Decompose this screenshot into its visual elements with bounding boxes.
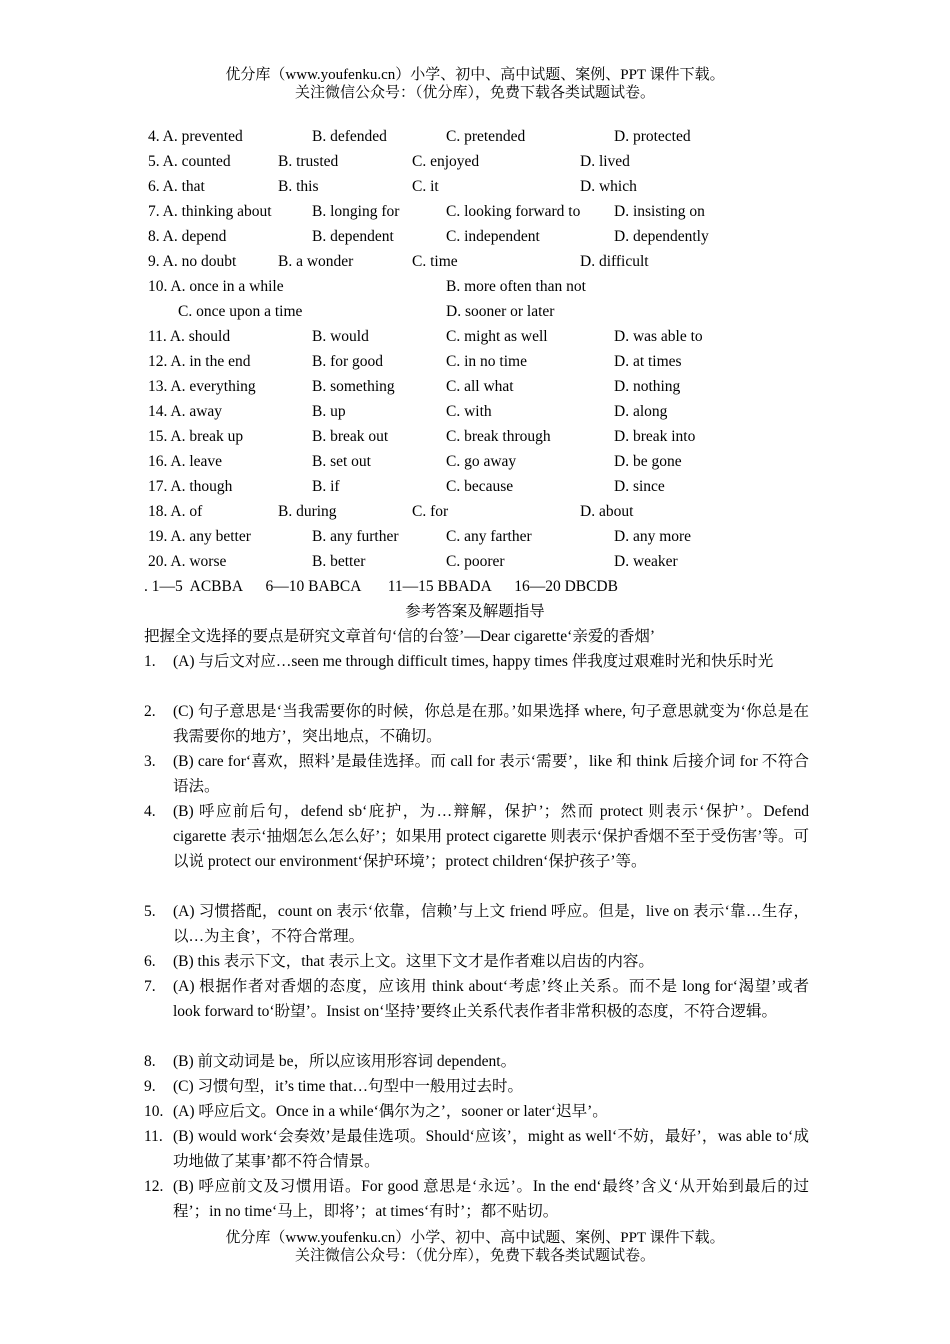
question-row-18 [148, 499, 828, 524]
explanation-2 [144, 699, 809, 749]
option-d: D. was able to [614, 328, 703, 345]
option-a: 4. A. prevented [148, 128, 243, 145]
option-a: 14. A. away [148, 403, 223, 420]
option-a: 6. A. that [148, 178, 205, 195]
option-d: D. at times [614, 353, 682, 370]
explanation-number: 6. [144, 953, 156, 970]
explanation-number: 10. [144, 1103, 164, 1120]
explanation-number: 2. [144, 703, 156, 720]
explanation-11 [144, 1124, 809, 1174]
option-d: D. difficult [580, 253, 649, 270]
option-b: B. for good [312, 353, 384, 370]
option-b: B. something [312, 378, 395, 395]
explanation-number: 7. [144, 978, 156, 995]
option-a: 11. A. should [148, 328, 231, 345]
answer-key: . 1—5 ACBBA 6—10 BABCA 11—15 BBADA 16—20 DBCDB [144, 578, 618, 595]
option-a: 13. A. everything [148, 378, 256, 395]
option-b: B. trusted [278, 153, 339, 170]
explanation-text: (B) 呼应前文及习惯用语。For good 意思是‘永远’。In the end‘最终’含义‘从开始到最后的过程’；in no time‘马上，即将’；at times‘有时’；都不贴切。 [173, 1178, 809, 1220]
option-c: C. enjoyed [412, 153, 480, 170]
option-b: B. up [312, 403, 346, 420]
explanation-9 [144, 1074, 809, 1099]
option-a: 8. A. depend [148, 228, 227, 245]
explanation-number: 8. [144, 1053, 156, 1070]
page-footer [0, 1229, 950, 1265]
option-d: D. lived [580, 153, 630, 170]
option-b: B. set out [312, 453, 371, 470]
header-line-1: 优分库（www.youfenku.cn）小学、初中、高中试题、案例、PPT 课件下载。 [225, 67, 725, 83]
explanation-number: 1. [144, 653, 156, 670]
option-d: D. about [580, 503, 634, 520]
explanation-text: (B) this 表示下文，that 表示上文。这里下文才是作者难以启齿的内容。 [173, 953, 654, 970]
explanation-12 [144, 1174, 809, 1224]
explanation-number: 12. [144, 1178, 164, 1195]
footer-line-2: 关注微信公众号：（优分库），免费下载各类试题试卷。 [294, 1248, 655, 1264]
option-b: B. longing for [312, 203, 400, 220]
question-row-6 [148, 174, 828, 199]
question-row-14 [148, 399, 828, 424]
guide-intro: 把握全文选择的要点是研究文章首句‘信的台签’—Dear cigarette‘亲爱的香烟’ [144, 628, 655, 645]
option-d: D. be gone [614, 453, 682, 470]
option-a: 20. A. worse [148, 553, 227, 570]
header-line-2: 关注微信公众号：（优分库），免费下载各类试题试卷。 [294, 85, 655, 101]
question-row-10a [148, 274, 828, 299]
option-c: C. time [412, 253, 458, 270]
explanation-4 [144, 799, 809, 874]
option-b: B. a wonder [278, 253, 354, 270]
explanation-number: 11. [144, 1128, 163, 1145]
explanation-number: 5. [144, 903, 156, 920]
option-a: 15. A. break up [148, 428, 244, 445]
option-a: 12. A. in the end [148, 353, 251, 370]
option-a: 19. A. any better [148, 528, 251, 545]
explanation-text: (B) would work‘会奏效’是最佳选项。Should‘应该’，might as well‘不妨，最好’，was able to‘成功地做了某事’都不符合情景。 [173, 1128, 809, 1170]
option-c: C. it [412, 178, 439, 195]
option-d: D. sooner or later [446, 303, 555, 320]
option-c: C. independent [446, 228, 540, 245]
option-c: C. any farther [446, 528, 532, 545]
option-b: B. more often than not [446, 278, 586, 295]
explanation-number: 3. [144, 753, 156, 770]
explanation-6 [144, 949, 809, 974]
option-d: D. break into [614, 428, 696, 445]
explanation-number: 9. [144, 1078, 156, 1095]
option-b: B. defended [312, 128, 387, 145]
option-c: C. in no time [446, 353, 527, 370]
option-c: C. pretended [446, 128, 526, 145]
option-a: 7. A. thinking about [148, 203, 272, 220]
option-a: 17. A. though [148, 478, 233, 495]
option-a: 5. A. counted [148, 153, 231, 170]
question-row-15 [148, 424, 828, 449]
question-row-4 [148, 124, 828, 149]
option-d: D. along [614, 403, 668, 420]
option-c: C. looking forward to [446, 203, 581, 220]
explanation-8 [144, 1049, 809, 1074]
option-d: D. protected [614, 128, 691, 145]
explanation-text: (B) 前文动词是 be，所以应该用形容词 dependent。 [173, 1053, 517, 1070]
question-row-19 [148, 524, 828, 549]
option-d: D. weaker [614, 553, 678, 570]
explanation-10 [144, 1099, 809, 1124]
option-d: D. any more [614, 528, 692, 545]
option-d: D. since [614, 478, 665, 495]
option-b: B. dependent [312, 228, 394, 245]
question-row-11 [148, 324, 828, 349]
option-d: D. insisting on [614, 203, 705, 220]
option-a: 16. A. leave [148, 453, 223, 470]
option-b: B. any further [312, 528, 399, 545]
option-c: C. because [446, 478, 514, 495]
explanation-text: (A) 根据作者对香烟的态度，应该用 think about‘考虑’终止关系。而不是 long for‘渴望’或者 look forward to‘盼望’。Insist on‘坚持’要终止关系代表作者非常积极的态度，不符合逻辑。 [173, 978, 809, 1020]
question-row-12 [148, 349, 828, 374]
option-c: C. break through [446, 428, 551, 445]
option-a: 9. A. no doubt [148, 253, 237, 270]
question-row-8 [148, 224, 828, 249]
question-row-16 [148, 449, 828, 474]
question-row-20 [148, 549, 828, 574]
option-d: D. nothing [614, 378, 681, 395]
page-header [0, 66, 950, 102]
option-c: C. with [446, 403, 492, 420]
explanation-text: (A) 与后文对应…seen me through difficult times, happy times 伴我度过艰难时光和快乐时光 [173, 653, 774, 670]
explanation-text: (A) 呼应后文。Once in a while‘偶尔为之’，sooner or later‘迟早’。 [173, 1103, 608, 1120]
option-a: 18. A. of [148, 503, 203, 520]
explanation-7 [144, 974, 809, 1024]
explanation-number: 4. [144, 803, 156, 820]
option-b: B. would [312, 328, 369, 345]
option-b: B. better [312, 553, 366, 570]
option-b: B. if [312, 478, 340, 495]
option-c: C. once upon a time [178, 303, 303, 320]
option-c: C. poorer [446, 553, 505, 570]
explanation-text: (C) 句子意思是‘当我需要你的时候，你总是在那。’如果选择 where, 句子意思就变为‘你总是在我需要你的地方’，突出地点，不确切。 [173, 703, 809, 745]
question-row-17 [148, 474, 828, 499]
question-row-10b [148, 299, 828, 324]
question-row-13 [148, 374, 828, 399]
option-c: C. might as well [446, 328, 548, 345]
question-row-7 [148, 199, 828, 224]
option-d: D. dependently [614, 228, 709, 245]
question-row-5 [148, 149, 828, 174]
explanation-text: (B) care for‘喜欢，照料’是最佳选择。而 call for 表示‘需要’，like 和 think 后接介词 for 不符合语法。 [173, 753, 809, 795]
explanation-5 [144, 899, 809, 949]
option-d: D. which [580, 178, 637, 195]
option-b: B. this [278, 178, 319, 195]
explanation-text: (B) 呼应前后句，defend sb‘庇护，为…辩解，保护’；然而 protect 则表示‘保护’。Defend cigarette 表示‘抽烟怎么怎么好’；如果用 protect cigarette 则表示‘保护香烟不至于受伤害’等。可以说 protect our environment‘保护环境’；protect children‘保护孩子’等。 [173, 803, 809, 870]
option-b: B. break out [312, 428, 389, 445]
explanation-text: (A) 习惯搭配，count on 表示‘依靠，信赖’与上文 friend 呼应。但是，live on 表示‘靠…生存，以…为主食’，不符合常理。 [173, 903, 809, 945]
question-row-9 [148, 249, 828, 274]
footer-line-1: 优分库（www.youfenku.cn）小学、初中、高中试题、案例、PPT 课件下载。 [225, 1230, 725, 1246]
explanation-text: (C) 习惯句型，it’s time that…句型中一般用过去时。 [173, 1078, 524, 1095]
option-c: C. go away [446, 453, 517, 470]
explanation-3 [144, 749, 809, 799]
option-a: 10. A. once in a while [148, 278, 284, 295]
option-c: C. for [412, 503, 449, 520]
explanation-1 [144, 649, 809, 674]
option-c: C. all what [446, 378, 514, 395]
option-b: B. during [278, 503, 337, 520]
guide-title: 参考答案及解题指导 [405, 603, 545, 620]
